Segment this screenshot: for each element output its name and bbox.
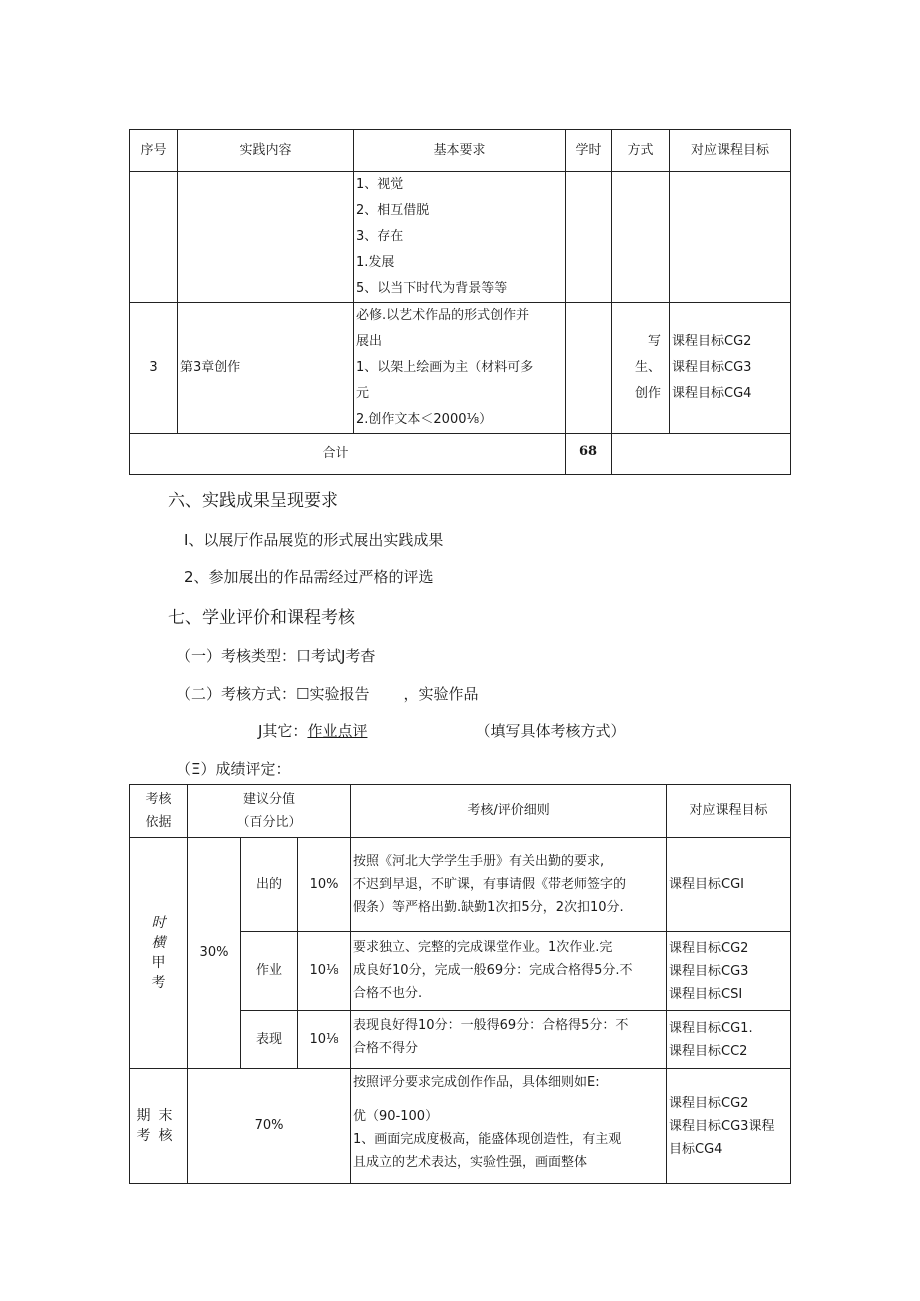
section6-heading: 六、实践成果呈现要求 (168, 491, 338, 511)
row2-no: 3 (130, 303, 178, 434)
section6-item2: 2、参加展出的作品需经过严格的评选 (184, 568, 434, 586)
total-row (130, 434, 791, 475)
other-prefix: J其它： (258, 722, 308, 740)
table-row (130, 838, 791, 932)
row1-content (178, 172, 354, 303)
regular-detail-homework: 要求独立、完整的完成课堂作业。1次作业.完 成良好10分，完成一般69分：完成合格得5分.不 合格不也分. (351, 932, 667, 1011)
row1-target (670, 172, 791, 303)
requirement-line: 2、相互借脱 (356, 203, 430, 218)
row1-no (130, 172, 178, 303)
row1-method (612, 172, 670, 303)
target-line: 课程目标CG3 (672, 360, 752, 375)
regular-weight-homework: 10⅛ (298, 932, 351, 1011)
requirement-line: 必修.以艺术作品的形式创作并 (356, 308, 530, 323)
method-report: 实验报告 (309, 685, 370, 703)
other-note: （填写具体考核方式） (475, 722, 626, 740)
row2-targets (670, 303, 791, 434)
header-target: 对应课程目标 (670, 130, 791, 172)
regular-detail-attendance: 按照《河北大学学生手册》有关出勤的要求, 不迟到早退，不旷课，有事请假《带老师签字的 假条）等严格出勤.缺勤1次扣5分，2次扣10分. (351, 838, 667, 932)
requirement-line: 1.发展 (356, 255, 395, 270)
table-row (130, 172, 791, 303)
header-no: 序号 (130, 130, 178, 172)
row2-content: 第3章创作 (178, 303, 354, 434)
assessment-method (176, 683, 479, 704)
final-label: 期末 考核 (130, 1069, 188, 1184)
row2-requirements (354, 303, 566, 434)
regular-item-performance: 表现 (241, 1011, 298, 1069)
row1-requirements (354, 172, 566, 303)
header-target: 对应课程目标 (667, 785, 791, 838)
row2-hours (566, 303, 612, 434)
requirement-line: 元 (356, 386, 370, 401)
regular-weight-performance: 10⅛ (298, 1011, 351, 1069)
regular-label: 时 横 甲 考 (130, 838, 188, 1069)
section7-heading: 七、学业评价和课程考核 (168, 608, 355, 628)
table-row (130, 1069, 791, 1184)
total-empty (612, 434, 791, 475)
row2-method (612, 303, 670, 434)
total-label: 合计 (130, 434, 612, 475)
method-prefix: （二）考核方式： (176, 685, 297, 703)
method-line: 写 (647, 334, 661, 349)
final-detail: 按照评分要求完成创作作品，具体细则如E: 优（90-100） 1、画面完成度极高，能盛体现创造性，有主观 且成立的艺术表达，实验性强，画面整体 (351, 1069, 667, 1184)
header-score: 建议分值 （百分比） (188, 785, 351, 838)
practice-table (129, 129, 791, 475)
regular-target-homework: 课程目标CG2 课程目标CG3 课程目标CSI (667, 932, 791, 1011)
target-line: 课程目标CG4 (672, 386, 752, 401)
requirement-line: 3、存在 (356, 229, 404, 244)
header-method: 方式 (612, 130, 670, 172)
regular-item-homework: 作业 (241, 932, 298, 1011)
regular-item-attendance: 出的 (241, 838, 298, 932)
total-hours-value: 68 (578, 444, 598, 459)
header-requirements: 基本要求 (354, 130, 566, 172)
row1-hours (566, 172, 612, 303)
requirement-line: 展出 (356, 334, 383, 349)
regular-weight-attendance: 10% (298, 838, 351, 932)
regular-percent: 30% (188, 838, 241, 1069)
requirement-line: 5、以当下时代为背景等等 (356, 281, 508, 296)
target-line: 课程目标CG2 (672, 334, 752, 349)
method-line: 创作 (634, 386, 661, 401)
total-divider-left (565, 433, 566, 474)
header-basis: 考核 依据 (130, 785, 188, 838)
grade-heading: （Ξ）成绩评定： (176, 760, 291, 778)
requirement-line: 2.创作文本＜2000⅛） (356, 412, 493, 427)
header-hours: 学时 (566, 130, 612, 172)
final-target: 课程目标CG2 课程目标CG3课程 目标CG4 (667, 1069, 791, 1184)
table-row (130, 303, 791, 434)
method-work: ，实验作品 (403, 685, 479, 703)
grading-table (129, 784, 791, 1184)
method-line: 生、 (634, 360, 661, 375)
regular-target-attendance: 课程目标CGI (667, 838, 791, 932)
section6-item1: I、以展厅作品展览的形式展出实践成果 (184, 531, 444, 549)
checkbox-icon: ☐ (296, 685, 310, 703)
requirement-line: 1、视觉 (356, 177, 404, 192)
regular-detail-performance: 表现良好得10分：一般得69分：合格得5分：不 合格不得分 (351, 1011, 667, 1069)
total-divider-right (611, 433, 612, 474)
regular-target-performance: 课程目标CG1. 课程目标CC2 (667, 1011, 791, 1069)
header-content: 实践内容 (178, 130, 354, 172)
assessment-type: （一）考核类型：口考试J考杳 (176, 647, 376, 665)
final-percent: 70% (188, 1069, 351, 1184)
header-detail: 考核/评价细则 (351, 785, 667, 838)
requirement-line: 1、以架上绘画为主（材料可多 (356, 360, 534, 375)
assessment-other (258, 720, 625, 741)
other-value: 作业点评 (307, 722, 368, 740)
